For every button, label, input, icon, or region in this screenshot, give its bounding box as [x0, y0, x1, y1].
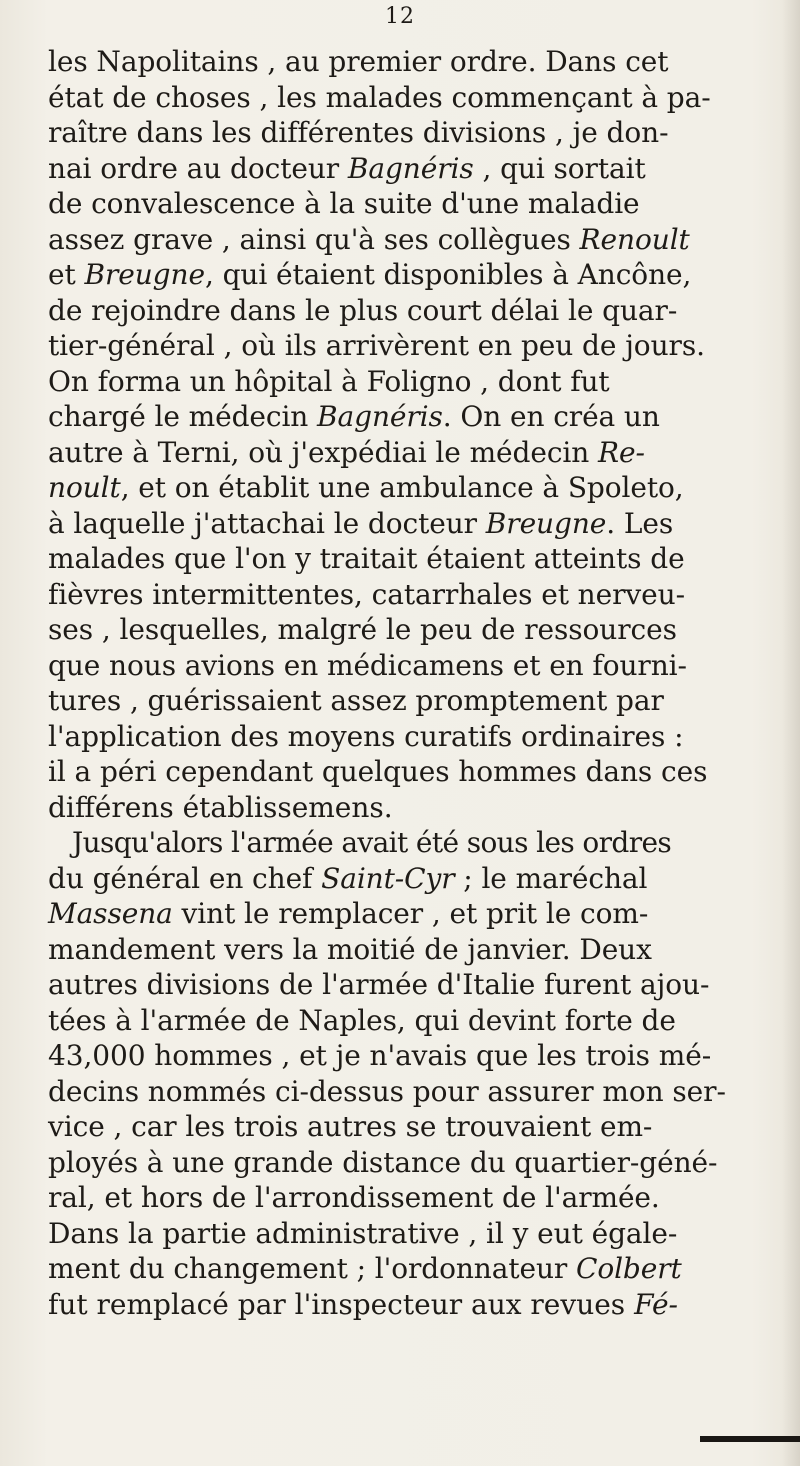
- italic-run: Re-: [598, 435, 645, 469]
- italic-run: Renoult: [579, 222, 690, 256]
- text-run: ral, et hors de l'arrondissement de l'armée.: [48, 1181, 660, 1214]
- text-run: Jusqu'alors l'armée avait été sous les ordres: [72, 826, 672, 859]
- italic-run: Bagnéris: [317, 400, 443, 433]
- italic-run: noult: [48, 471, 121, 504]
- text-run: decins nommés ci-dessus pour assurer mon ser-: [48, 1074, 726, 1108]
- text-line: [48, 435, 788, 471]
- text-line: [48, 648, 788, 684]
- text-run: tier-général , où ils arrivèrent en peu de jours.: [48, 329, 705, 362]
- text-line: [48, 44, 788, 80]
- page-number: 12: [385, 4, 415, 29]
- text-run: , qui étaient disponibles à Ancône,: [204, 258, 692, 291]
- text-line: [48, 399, 788, 435]
- text-run: On forma un hôpital à Foligno , dont fut: [48, 364, 610, 398]
- text-line: [48, 151, 788, 187]
- text-line: [48, 222, 788, 258]
- page-edge-shadow: [782, 0, 800, 1466]
- text-run: , et on établit une ambulance à Spoleto,: [120, 471, 684, 504]
- text-run: que nous avions en médicamens et en fourni-: [48, 648, 687, 682]
- italic-run: Fé-: [634, 1287, 679, 1321]
- text-line: [48, 115, 788, 151]
- text-run: . On en créa un: [442, 400, 660, 433]
- text-line: [48, 1180, 788, 1216]
- text-line: [48, 1287, 788, 1323]
- text-run: fut remplacé par l'inspecteur aux revues: [48, 1287, 635, 1321]
- text-line: [48, 364, 788, 400]
- text-line: [48, 293, 788, 329]
- text-line: [48, 1003, 788, 1039]
- text-line: [48, 328, 788, 364]
- italic-run: Colbert: [575, 1252, 682, 1285]
- text-line: [48, 896, 788, 932]
- text-line: [48, 541, 788, 577]
- text-run: les Napolitains , au premier ordre. Dans cet: [48, 45, 669, 78]
- text-line: [48, 719, 788, 755]
- text-line: [48, 257, 788, 293]
- text-line: [48, 861, 788, 897]
- text-run: assez grave , ainsi qu'à ses collègues: [48, 222, 580, 256]
- italic-run: Saint-Cyr: [321, 861, 455, 895]
- text-run: ; le maréchal: [454, 861, 648, 895]
- text-run: . Les: [606, 506, 674, 540]
- text-run: ses , lesquelles, malgré le peu de ressources: [48, 613, 677, 646]
- text-run: tures , guérissaient assez promptement par: [48, 684, 664, 717]
- text-line: [48, 577, 788, 613]
- text-run: nai ordre au docteur: [48, 151, 348, 185]
- text-line: [48, 1038, 788, 1074]
- text-run: raître dans les différentes divisions , je don-: [48, 116, 669, 149]
- italic-run: Massena: [48, 897, 173, 930]
- text-run: état de choses , les malades commençant à pa-: [48, 80, 711, 114]
- text-line: [48, 967, 788, 1003]
- text-line: [48, 790, 788, 826]
- text-line: [48, 1216, 788, 1252]
- text-line: [48, 1074, 788, 1110]
- text-line: [48, 1251, 788, 1287]
- text-line: [48, 470, 788, 506]
- text-run: fièvres intermittentes, catarrhales et nerveu-: [48, 577, 685, 611]
- body-text: [48, 44, 788, 1322]
- text-run: ployés à une grande distance du quartier-géné-: [48, 1145, 718, 1179]
- text-run: et: [48, 258, 85, 291]
- italic-run: Breugne: [84, 258, 205, 291]
- text-line: [48, 932, 788, 968]
- text-run: de convalescence à la suite d'une maladie: [48, 187, 640, 220]
- text-line: [48, 825, 788, 861]
- text-run: vice , car les trois autres se trouvaient em-: [48, 1110, 653, 1143]
- text-run: tées à l'armée de Naples, qui devint forte de: [48, 1003, 676, 1037]
- italic-run: Bagnéris: [347, 151, 474, 185]
- text-run: à laquelle j'attachai le docteur: [48, 506, 486, 540]
- text-line: [48, 80, 788, 116]
- text-line: [48, 1109, 788, 1145]
- text-run: mandement vers la moitié de janvier. Deux: [48, 932, 652, 966]
- text-line: [48, 1145, 788, 1181]
- text-run: 43,000 hommes , et je n'avais que les trois mé-: [48, 1039, 712, 1072]
- text-run: l'application des moyens curatifs ordinaires :: [48, 719, 684, 753]
- text-run: différens établissemens.: [48, 790, 393, 824]
- text-run: autre à Terni, où j'expédiai le médecin: [48, 435, 599, 469]
- text-run: de rejoindre dans le plus court délai le quar-: [48, 293, 678, 327]
- text-run: chargé le médecin: [48, 400, 318, 433]
- text-line: [48, 186, 788, 222]
- text-run: vint le remplacer , et prit le com-: [172, 897, 649, 930]
- text-line: [48, 683, 788, 719]
- text-run: malades que l'on y traitait étaient atteints de: [48, 542, 685, 575]
- text-line: [48, 754, 788, 790]
- text-line: [48, 506, 788, 542]
- text-run: , qui sortait: [473, 151, 646, 185]
- italic-run: Breugne: [485, 506, 607, 540]
- bottom-ink-rule: [700, 1436, 800, 1442]
- text-line: [48, 612, 788, 648]
- text-run: il a péri cependant quelques hommes dans ces: [48, 755, 708, 788]
- text-run: autres divisions de l'armée d'Italie furent ajou-: [48, 968, 710, 1001]
- text-run: du général en chef: [48, 861, 322, 895]
- text-run: ment du changement ; l'ordonnateur: [48, 1252, 576, 1285]
- text-run: Dans la partie administrative , il y eut égale-: [48, 1216, 678, 1250]
